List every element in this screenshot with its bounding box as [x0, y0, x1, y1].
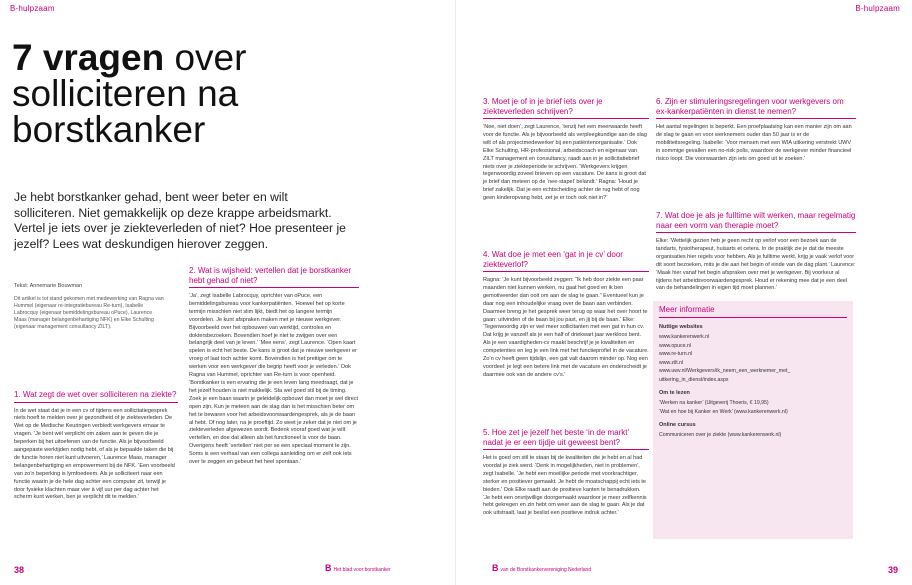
info-box-divider: [659, 317, 847, 318]
website-link[interactable]: www.uwv.nl/Werkgevers/ik_neem_een_werknemer_met_: [659, 368, 791, 374]
section-body: In de wet staat dat je in een cv of tijdens een sollicitatiegesprek niets hoeft te melden over je gezondheid of je ziekteverleden. De Wet op de Medische Keuringen verbiedt werkgevers ernaar te vragen. ‘Je bent wél verplicht om zaken aan te geven die je beperken bij het uitoefenen van de functie. Als je bijvoorbeeld aangepaste werktijden nodig hebt, of als je bepaalde taken die bij de functie horen niet kunt uitvoeren,’ Laurence Maas, manager belangenbehartiging en empowerment bij de NFK. ‘Een voorbeeld van zo’n beperking is lymfoedeem. Als je solliciteert naar een functie waarin je de hele dag achter een computer zit, terwijl je door fysieke klachten maar vier à vijf uur per dag achter het scherm kunt werken, ben je verplicht dit te melden.’: [14, 407, 175, 501]
section-body: ‘Nee, niet doen’, zegt Laurence, ‘tenzij het een meerwaarde heeft voor de functie. Als je bijvoorbeeld als verpleegkundige aan de slag wilt of als projectmedewerker bij een patiëntenorganisatie.’ Ook Elke Schulting, HR-professional, arbeidscoach en eigenaar van ZILT management en consultancy, raadt aan in je sollicitatiebrief niets over je ziekteperiode te schrijven. ‘Werkgevers krijgen tegenwoordig zoveel brieven op een vacature. De kans is groot dat je brief dan meteen op de ‘nee-stapel’ belandt.’ Ragna: ‘Houd je brief zakelijk. Dat je een echtscheiding achter de rug hebt of nog geen kinderopvang hebt, zet je er toch ook niet in?’: [483, 124, 647, 202]
title-rest: over solliciteren na borstkanker: [12, 37, 247, 150]
website-link-continued[interactable]: uitkering_in_dienst/index.aspx: [659, 376, 729, 383]
section-body: Het is goed om stil te staan bij de kwaliteiten die je hebt en al had voordat je ziek werd. ‘Denk in mogelijkheden, niet in problemen’, zegt Isabelle. ‘Je hebt een moeilijke periode met voorkrachtiger, sterker en positiever gemaakt. Je hebt de moatschappij echt iets te bieden.’ Ook Elke raadt aan de positieve kanten te benadrukken. ‘Je hebt een onvrijwillige doorgemaakt waardoor je meer zelfkennis hebt gekregen en zin hebt om weer aan de slag te gaan. Als je dat ook uitstraalt, laat je beslist een positieve indruk achter.’: [483, 455, 647, 517]
footer-brand-left: [325, 563, 391, 573]
footer-brand-right: [492, 563, 591, 573]
website-link[interactable]: www.opuce.nl: [659, 342, 692, 349]
course-heading: Online cursus: [659, 422, 696, 428]
footer-brand-text: van de Borstkankervereniging Nederland: [500, 567, 592, 573]
section-6: [656, 97, 856, 164]
section-1: [14, 390, 178, 502]
question-divider: [483, 271, 649, 272]
section-3: [483, 97, 649, 203]
info-box-title: Meer informatie: [659, 305, 715, 314]
section-tag-right: B-hulpzaam: [855, 4, 900, 13]
question-divider: [483, 118, 649, 119]
website-link[interactable]: www.re-turn.nl: [659, 351, 693, 357]
section-4: [483, 250, 649, 380]
section-2: [189, 266, 359, 467]
question-divider: [189, 287, 359, 288]
question-heading: 3. Moet je of in je brief iets over je ziekteverleden schrijven?: [483, 97, 603, 116]
question-heading: 7. Wat doe je als je fulltime wilt werken, maar regelmatig naar een vorm van therapie moet?: [656, 211, 856, 230]
info-box: [653, 301, 853, 539]
question-divider: [656, 118, 856, 119]
question-divider: [483, 449, 649, 450]
section-body: Ragna: ‘Je kunt bijvoorbeeld zeggen: “Ik heb door ziekte een paar maanden niet kunnen werken, nu gaat het goed en ik ben gemotiveerder dan ooit om aan de slag te gaan.” Eventueel kun je daar nog een inhoudelijke vraag over de baan aan verbinden. Daarmee breng je het gesprek weer terug op waar het over hoort te gaan: uitvinden of de baan bij jou past, en jij bij de baan.’ Elke: ‘Tegenwoordig zijn er wel meer sollicitanten met een gat in hun cv. Dat krijg je vanzelf als je een half of driekwart jaar werkloos bent. Als je een vaardigheden-cv maakt beschrijf je je kwaliteiten en competenties en leg je een link met het functieprofiel in de vacature. Zo’n cv heeft geen tijdslijn, een gat valt daarom minder op. Nog een voordeel: je legt een betere link met de vacature en onderscheidt je daarmee ook van de andere cv’s.’: [483, 277, 649, 378]
page-number-right: 39: [887, 565, 898, 575]
brand-mark-icon: B: [492, 563, 499, 573]
question-heading: 4. Wat doe je met een ‘gat in je cv’ door ziekteverlof?: [483, 250, 623, 269]
question-heading: 2. Wat is wijsheid: vertellen dat je borstkanker hebt gehad of niet?: [189, 266, 351, 285]
question-heading: 6. Zijn er stimuleringsregelingen voor werkgevers om ex-kankerpatiënten in dienst te nemen?: [656, 97, 844, 116]
section-body: ‘Ja’, zegt Isabelle Labrocquy, oprichter van oPuce, een bemiddelingsbureau voor kankerpatiënten. ‘Hoewel het op korte termijn misschien niet slim lijkt, biedt het op langere termijn voordelen. Je kunt afspraken maken met je nieuwe werkgever. Bijvoorbeeld over het opbouwen van werktijd, controles en doktersbezoeken. Bovendien hoef je niet te zwijgen over een belangrijk deel van je leven.’ ‘Mee eens’, zegt Laurence. ‘Open kaart spelen is echt het beste. De kans is groot dat je nieuwe werkgever er vroeg of laat toch achter komt. Bovendien is het prettiger om te werken voor een werkgever die begrip heeft voor je verleden.’ Ook Ragna van Hummel, oprichter van Re-turn is voor openheid. ‘Borstkanker is een ervaring die je een leven lang meedraagt, dat je het jezelf houden is niet makkelijk. Sta wel goed stil bij de timing. Zoek je een baan waarin je geleidelijk opbouwt dan moet je wel direct open zijn. Kun je meteen aan de slag dan is het misschien beter om het te bewaren voor het arbeidsvoorwaardengesprek, als je de baan al hebt. Of nog later, na je proeftijd. Zo weet je zeker dat je niet om je ziekteverleden afgewezen wordt. Bedenk vooraf goed wat je wilt vertellen, en doe dat alleen als het functioneel is voor de baan. Overigens heeft ‘vertellen’ niet per se een speciaal moment te zijn. Soms is een verhaal van een collega aanleiding om er zelf ook iets over te zeggen en gebeurt het heel spontaan.’: [189, 293, 359, 466]
reading-heading: Om te lezen: [659, 390, 690, 396]
brand-mark-icon: B: [325, 563, 332, 573]
article-intro: Je hebt borstkanker gehad, bent weer beter en wilt solliciteren. Niet gemakkelijk op deze krappe arbeidsmarkt. Vertel je iets over je ziekteverleden of niet? Hoe presenteer je jezelf? Lees wat deskundigen hierover zeggen.: [14, 190, 346, 251]
section-body: Het aantal regelingen is beperkt. Een proefplaatsing kan een manier zijn om aan de slag te gaan en voor werknemers ouder dan 50 jaar is er de mobiliteitsregeling. Isabelle: ‘Voor mensen met een WIA uitkering verstrekt UWV in sommige gevallen een no-risk polis, waardoor de werkgever minder financieel risico loopt. Die voorwaarden zijn iets om goed uit te zoeken.’: [656, 124, 852, 162]
byline: Tekst: Annemarie Bouwman: [14, 283, 83, 289]
contributors-note: Dit artikel is tot stand gekomen met medewerking van Ragna van Hummel (eigenaar re-integratiebureau Re-turn), Isabelle Labrocquy (eigenaar bemiddelingsbureau oPuce), Laurence Maas (manager belangenbehartiging NFK) en Elke Schulting (eigenaar management consultancy ZILT).: [14, 296, 164, 330]
question-divider: [14, 402, 178, 403]
website-link[interactable]: www.zilt.nl: [659, 359, 684, 366]
question-heading: 1. Wat zegt de wet over solliciteren na ziekte?: [14, 390, 177, 399]
footer-brand-text: Het blad voor borstkanker: [333, 567, 391, 573]
course-item: Communiceren over je ziekte (www.kankerenwerk.nl): [659, 432, 782, 438]
page-number-left: 38: [14, 565, 25, 575]
section-7: [656, 211, 856, 293]
section-tag-left: B-hulpzaam: [10, 4, 55, 13]
title-bold: 7 vragen: [12, 37, 165, 78]
question-heading: 5. Hoe zet je jezelf het beste ‘in de markt’ nadat je er een tijdje uit geweest bent?: [483, 428, 629, 447]
website-link[interactable]: www.kankerenwerk.nl: [659, 334, 710, 340]
article-title: [12, 37, 342, 150]
reading-item: ‘Werken na kanker’ (Uitgeverij Thoeris, € 19,95): [659, 400, 769, 406]
websites-heading: Nuttige websites: [659, 324, 703, 330]
section-body: Elke: ‘Wettelijk gezien heb je geen recht op verlof voor een bezoek aan de tandarts, fysiotherapeut, huisarts et cetera. In de praktijk zie je dat de meeste organisaties hier regels voor hebben. Als je fulltime werkt, krijg je vaak verlof voor dit soort bezoeken, mits je die aan het begin of einde van de dag plant.’ Laurence: ‘Maak hier vanaf het begin afspraken over met je werkgever. Bij voorkeur al tijdens het arbeidsvoorwaardengesprek. Houd er rekening mee dat je een deel van de behandelingen in eigen tijd moet plannen.’: [656, 238, 856, 292]
question-divider: [656, 232, 856, 233]
section-5: [483, 428, 649, 518]
reading-item: ‘Wat en hoe bij Kanker en Werk’ (www.kankerenwerk.nl): [659, 408, 788, 415]
